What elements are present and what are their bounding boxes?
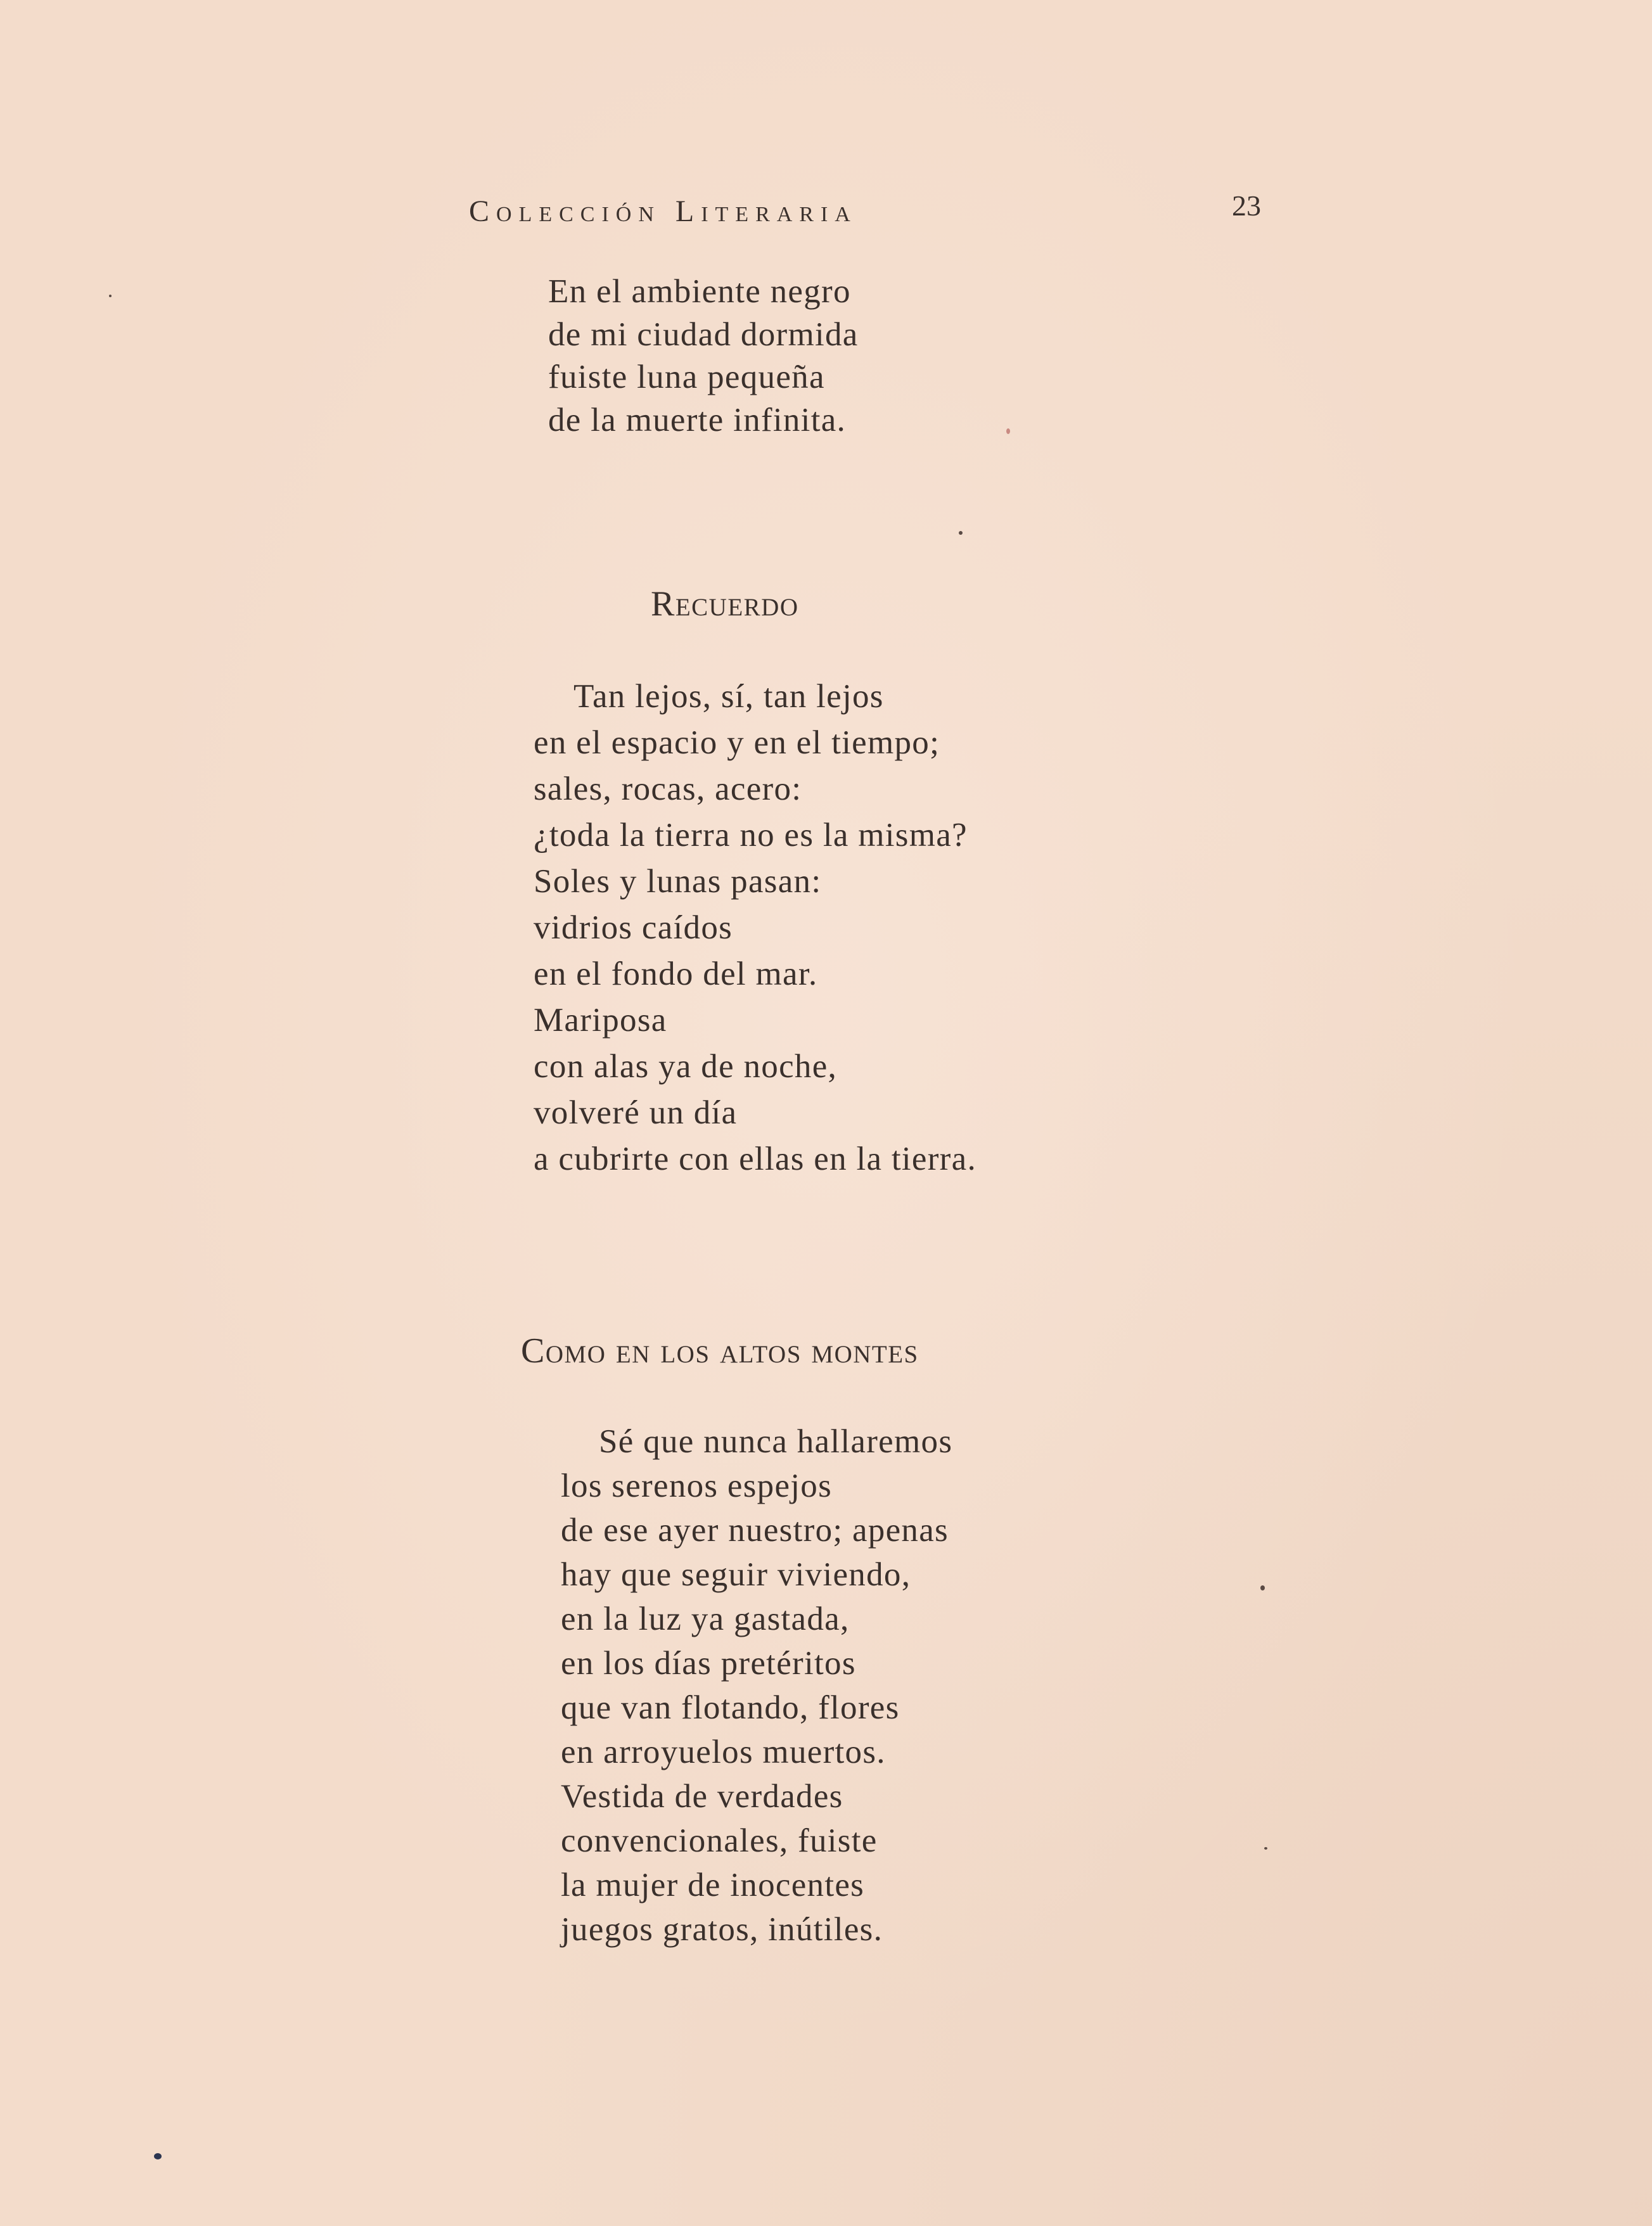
poem-line: en el fondo del mar. — [534, 956, 818, 992]
paper-speck — [109, 295, 112, 297]
poem-line: En el ambiente negro — [548, 273, 851, 310]
poem-line: fuiste luna pequeña — [548, 359, 825, 395]
page-number: 23 — [1232, 189, 1261, 222]
running-head: Colección Literaria — [469, 195, 857, 228]
poem-title-recuerdo: Recuerdo — [651, 584, 799, 624]
poem-line: en arroyuelos muertos. — [561, 1734, 886, 1770]
poem-altos-montes-body — [561, 1419, 952, 1952]
poem-line: con alas ya de noche, — [534, 1048, 838, 1085]
paper-speck — [959, 531, 963, 535]
poem-recuerdo-body — [534, 674, 976, 1182]
poem-line: Mariposa — [534, 1002, 667, 1039]
poem-title-altos-montes: Como en los altos montes — [521, 1331, 919, 1371]
paper-speck — [154, 2153, 162, 2159]
poem-line: que van flotando, flores — [561, 1689, 900, 1726]
paper-speck — [1006, 428, 1010, 434]
poem-line: convencionales, fuiste — [561, 1822, 878, 1859]
poem-line: en el espacio y en el tiempo; — [534, 724, 940, 761]
paper-speck — [1260, 1585, 1265, 1590]
poem-line: volveré un día — [534, 1094, 738, 1131]
poem-line: la mujer de inocentes — [561, 1867, 865, 1903]
poem-line: en los días pretéritos — [561, 1645, 856, 1682]
poem-line: los serenos espejos — [561, 1468, 833, 1504]
poem-line: Tan lejos, sí, tan lejos — [573, 678, 884, 715]
poem-line: Sé que nunca hallaremos — [599, 1423, 953, 1460]
poem-line: Vestida de verdades — [561, 1778, 843, 1815]
poem-line: de ese ayer nuestro; apenas — [561, 1512, 949, 1549]
poem-line: ¿toda la tierra no es la misma? — [534, 817, 968, 854]
poem-line: a cubrirte con ellas en la tierra. — [534, 1141, 976, 1177]
poem-line: vidrios caídos — [534, 909, 733, 946]
poem-line: de la muerte infinita. — [548, 401, 847, 438]
poem-line: de mi ciudad dormida — [548, 316, 859, 353]
poem-line: hay que seguir viviendo, — [561, 1556, 911, 1593]
poem-line: en la luz ya gastada, — [561, 1601, 850, 1637]
poem-stanza — [548, 271, 859, 442]
poem-line: sales, rocas, acero: — [534, 771, 802, 807]
poem-line: juegos gratos, inútiles. — [561, 1911, 883, 1948]
paper-speck — [1264, 1847, 1267, 1850]
poem-line: Soles y lunas pasan: — [534, 863, 822, 900]
